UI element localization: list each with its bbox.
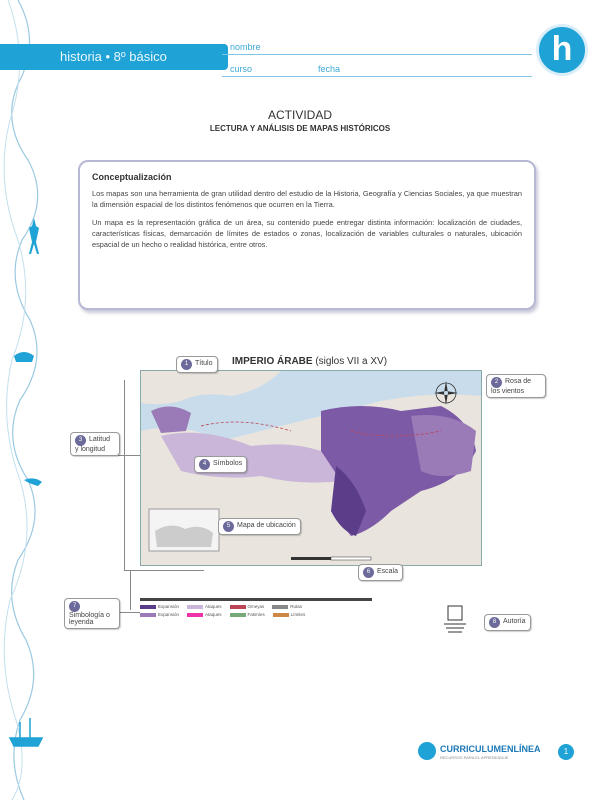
connector-line [118, 612, 140, 613]
conceptualization-box [78, 160, 536, 310]
historical-map [140, 370, 482, 566]
legend-item: Rutas [272, 604, 302, 609]
footer-brand-sub: RECURSOS PARA EL APRENDIZAJE [440, 755, 509, 760]
arab-empire-map [141, 371, 482, 566]
connector-line [124, 380, 125, 570]
page-number: 1 [558, 744, 574, 760]
course-label: curso [230, 64, 253, 74]
name-label: nombre [230, 42, 261, 52]
callout-title: 1 Título [176, 356, 218, 373]
subject-label: historia • 8º básico [60, 49, 167, 64]
legend-item: Límites [273, 612, 306, 617]
h-logo-icon: h [536, 24, 588, 76]
callout-scale: 6 Escala [358, 564, 403, 581]
map-legend [140, 598, 372, 628]
callout-legend: 7Simbología o leyenda [64, 598, 120, 629]
concept-paragraph-1: Los mapas son una herramienta de gran utilidad dentro del estudio de la Historia, Geografía y Ciencias Sociales, ya que muestran la dimensión espacial de los distintos fenómenos que ocurren en la Tierra. [92, 189, 522, 209]
name-field-line[interactable] [222, 54, 532, 55]
institution-emblem-icon [440, 604, 470, 636]
legend-item: Fatimíes [230, 612, 265, 617]
connector-line [130, 570, 131, 610]
concept-heading: Conceptualización [92, 172, 172, 182]
concept-paragraph-2: Un mapa es la representación gráfica de un área, su contenido puede entregar distinta información: localización de ciudades, características físicas, demarcación de límites de estados o zonas, localización de variables culturales o naturales, ubicación espacial de un hecho o realidad histórica, entre otros. [92, 218, 522, 249]
legend-item: Ataques [187, 604, 222, 609]
callout-location-map: 5 Mapa de ubicación [218, 518, 301, 535]
callout-lat-long: 3 Latitud y longitud [70, 432, 120, 456]
date-label: fecha [318, 64, 341, 74]
activity-title: ACTIVIDAD [267, 108, 332, 122]
connector-line [124, 570, 204, 571]
legend-item: Omeyas [230, 604, 265, 609]
curriculum-logo-icon [418, 742, 436, 760]
map-title: IMPERIO ÁRABE (siglos VII a XV) [232, 356, 388, 367]
callout-symbols: 4 Símbolos [194, 456, 247, 473]
course-date-field-line[interactable] [222, 76, 532, 77]
callout-compass-rose: 2 Rosa de los vientos [486, 374, 546, 398]
callout-authorship: 8 Autoría [484, 614, 531, 631]
connector-line [118, 455, 140, 456]
legend-item: Expansión [140, 604, 179, 609]
legend-item: Ataques [187, 612, 222, 617]
activity-subtitle: LECTURA Y ANÁLISIS DE MAPAS HISTÓRICOS [209, 124, 391, 133]
legend-item: Expansión [140, 612, 179, 617]
footer-brand: CURRICULUMENLÍNEA [440, 744, 541, 754]
